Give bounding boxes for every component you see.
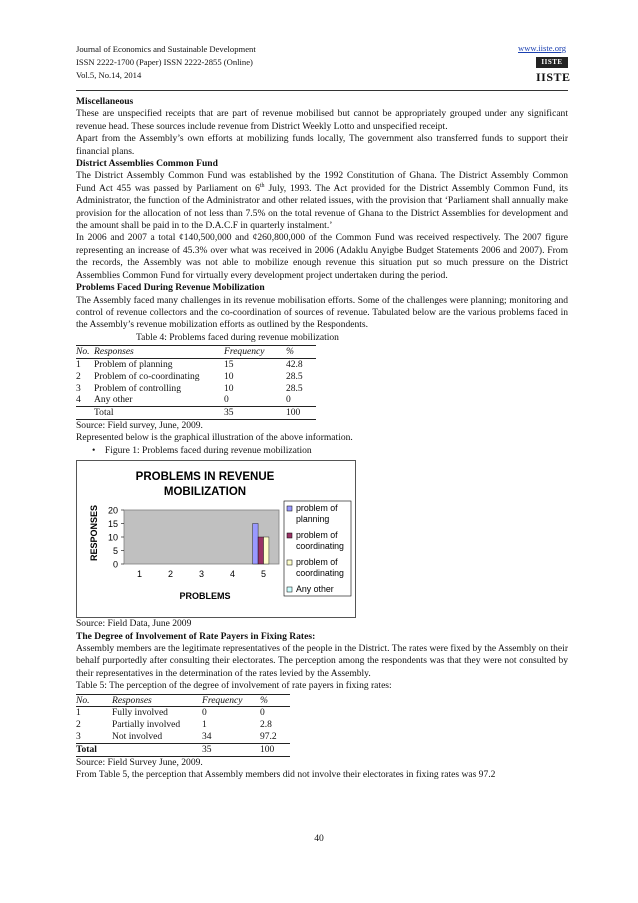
journal-volume: Vol.5, No.14, 2014 [76, 70, 142, 80]
table-cell: 0 [260, 707, 265, 719]
table-cell: Problem of co-coordinating [94, 370, 200, 382]
paragraph: From Table 5, the perception that Assembly members did not involve their electorates in fixing rates was 97.2 [76, 768, 496, 780]
table-cell: 97.2 [260, 730, 277, 742]
table-cell: Problem of planning [94, 358, 173, 370]
table-cell: Fully involved [112, 707, 168, 719]
paragraph: The Assembly faced many challenges in its revenue mobilisation efforts. Some of the challenges were planning; monitoring and control of revenue collectors and the co-coordination of sources of revenue. Tabulated below are the various problems faced in the Assembly’s revenue mobilization efforts as outlined by the Respondents. [76, 294, 568, 331]
y-axis-label: RESPONSES [89, 505, 99, 562]
legend-label: problem of [296, 557, 338, 568]
table-row [76, 371, 316, 383]
table5-caption: Table 5: The perception of the degree of involvement of rate payers in fixing rates: [76, 680, 392, 692]
table5-source: Source: Field Survey June, 2009. [76, 756, 203, 768]
table-cell: Problem of controlling [94, 382, 181, 394]
paragraph: In 2006 and 2007 a total ¢140,500,000 and ¢260,800,000 of the Common Fund was received respectively. The 2007 figure representing an increase of 45.3% over what was received in 2006 (Adaklu Anyigbe Budget Statements 2006 and 2007). From the records, the Assembly was not able to mobilize enough revenue this situation put so much pressure on the District Assemblies Common Fund for virtually every development project undertaken during the period. [76, 232, 568, 281]
x-tick-label: 4 [229, 569, 236, 580]
table-total-row [76, 743, 290, 756]
superscript: th [259, 182, 265, 189]
journal-title: Journal of Economics and Sustainable Development [76, 44, 256, 54]
legend-swatch [287, 506, 292, 511]
table-cell: 35 [224, 407, 234, 419]
table-cell: 1 [76, 358, 81, 370]
legend-label: coordinating [296, 541, 344, 552]
header-divider [76, 90, 568, 91]
section-heading-problems: Problems Faced During Revenue Mobilization [76, 282, 265, 294]
table-header-row [76, 694, 290, 707]
y-tick-label: 15 [107, 519, 118, 530]
table4-source: Source: Field survey, June, 2009. [76, 419, 203, 431]
table-cell: 100 [286, 407, 301, 419]
section-heading-misc: Miscellaneous [76, 96, 134, 107]
logo-mark-text: IISTE [536, 70, 571, 84]
legend-label: Any other [296, 584, 334, 595]
paragraph: Apart from the Assembly’s own efforts at mobilizing funds locally, The government also transferred funds to support their financial plans. [76, 133, 568, 157]
table-header-row [76, 346, 316, 359]
table-row [76, 731, 290, 743]
y-tick-label: 5 [112, 546, 118, 557]
article-body [76, 96, 568, 781]
x-tick-label: 2 [167, 569, 174, 580]
table-cell: 10 [224, 370, 234, 382]
table4-caption: Table 4: Problems faced during revenue mobilization [136, 331, 339, 343]
table-row [76, 394, 316, 406]
bar [264, 537, 269, 564]
table-cell: 4 [76, 394, 81, 406]
table-cell: 0 [202, 707, 207, 719]
section-heading-rates: The Degree of Involvement of Rate Payers in Fixing Rates: [76, 630, 316, 642]
y-tick-label: 0 [112, 559, 118, 570]
table-header-cell: Responses [112, 694, 152, 706]
table-cell: Partially involved [112, 719, 181, 731]
table-cell: 1 [202, 719, 207, 731]
table-cell [76, 407, 94, 420]
table-cell: 35 [202, 743, 260, 756]
table-cell: 42.8 [286, 358, 303, 370]
text-span: The District Assembly Common Fund was established by the 1992 Constitution of Ghana. The District Assembly Common Fund Act 455 was passed by Parliament on 6 [76, 170, 568, 194]
y-tick-label: 20 [107, 505, 118, 516]
bar [258, 537, 263, 564]
figure-intro: Represented below is the graphical illustration of the above information. [76, 432, 353, 444]
table-row [76, 719, 290, 731]
bullet-glyph: • [92, 444, 96, 456]
paragraph: These are unspecified receipts that are part of revenue mobilised but cannot be appropriately grouped under any significant revenue head. These sources include revenue from District Weekly Lotto and unspecified receipt. [76, 108, 568, 132]
table-cell: 3 [76, 730, 81, 742]
iiste-logo [536, 57, 571, 85]
table-header-cell: Frequency [224, 346, 265, 358]
table-header-cell: % [286, 346, 294, 358]
paragraph [76, 170, 568, 232]
table-cell: 1 [76, 707, 81, 719]
page-number: 40 [314, 833, 324, 844]
table-row [76, 358, 316, 370]
x-axis-label: PROBLEMS [179, 591, 231, 602]
legend-swatch [287, 560, 292, 565]
table-cell: 34 [202, 730, 212, 742]
journal-issn: ISSN 2222-1700 (Paper) ISSN 2222-2855 (Online) [76, 57, 253, 67]
table-cell: Total [76, 743, 112, 756]
table-header-cell: Responses [94, 346, 134, 358]
table-row [76, 707, 290, 719]
text-span: July, 1993. The Act provided for the District Assembly Common Fund, its Administrator, the function of the Administrator and other related issues, with the provision that ‘Parliament shall annually make provision for the allocation of not less than 7.5% on the total revenue of Ghana to the District Assemblies for development and the amount shall be paid in to the D.A.C.F in quarterly instalment.’ [76, 182, 568, 232]
table4 [76, 345, 316, 420]
figure-source: Source: Field Data, June 2009 [76, 618, 192, 630]
bar-chart [76, 460, 356, 618]
journal-header [76, 43, 256, 82]
table-header-cell: Frequency [202, 694, 243, 706]
section-heading-dacf: District Assemblies Common Fund [76, 158, 218, 170]
legend-label: problem of [296, 530, 338, 541]
paragraph: Assembly members are the legitimate representatives of the people in the District. The rates were fixed by the Assembly on their behalf purportedly after consulting their electorates. The perception among the respondents was that they were not consulted by their representatives in the determination of the rates levied by the Assembly. [76, 642, 568, 679]
table-cell: 0 [224, 394, 229, 406]
figure-caption [92, 445, 568, 457]
journal-url-link[interactable]: www.iiste.org [518, 43, 566, 53]
chart-title: PROBLEMS IN REVENUE [135, 471, 275, 484]
chart-title: MOBILIZATION [163, 486, 247, 499]
table-header-cell: No. [76, 694, 90, 706]
legend-label: planning [296, 514, 330, 525]
x-tick-label: 1 [136, 569, 143, 580]
table-cell: 100 [260, 743, 290, 756]
legend-swatch [287, 587, 292, 592]
bar [253, 524, 258, 565]
table-cell: 2 [76, 370, 81, 382]
table-header-cell: No. [76, 346, 90, 358]
legend-label: coordinating [296, 568, 344, 579]
legend-swatch [287, 533, 292, 538]
table-cell: Any other [94, 394, 133, 406]
table-cell: 10 [224, 382, 234, 394]
table-total-row [76, 407, 316, 420]
logo-top-text: IISTE [541, 58, 563, 66]
table-cell: Not involved [112, 730, 163, 742]
x-tick-label: 5 [260, 569, 267, 580]
table-row [76, 383, 316, 395]
table-cell [112, 743, 202, 756]
table-cell: 15 [224, 358, 234, 370]
table-cell: 0 [286, 394, 291, 406]
table-cell: 28.5 [286, 370, 303, 382]
chart-canvas [77, 461, 355, 617]
table-cell: 2 [76, 719, 81, 731]
table-cell: 3 [76, 382, 81, 394]
table-cell: 2.8 [260, 719, 272, 731]
table-cell: Total [94, 407, 114, 419]
x-tick-label: 3 [198, 569, 205, 580]
legend-label: problem of [296, 503, 338, 514]
table-cell: 28.5 [286, 382, 303, 394]
y-tick-label: 10 [107, 532, 118, 543]
table-header-cell: % [260, 694, 268, 706]
figure-caption-text: Figure 1: Problems faced during revenue mobilization [104, 444, 312, 456]
table5 [76, 694, 290, 757]
